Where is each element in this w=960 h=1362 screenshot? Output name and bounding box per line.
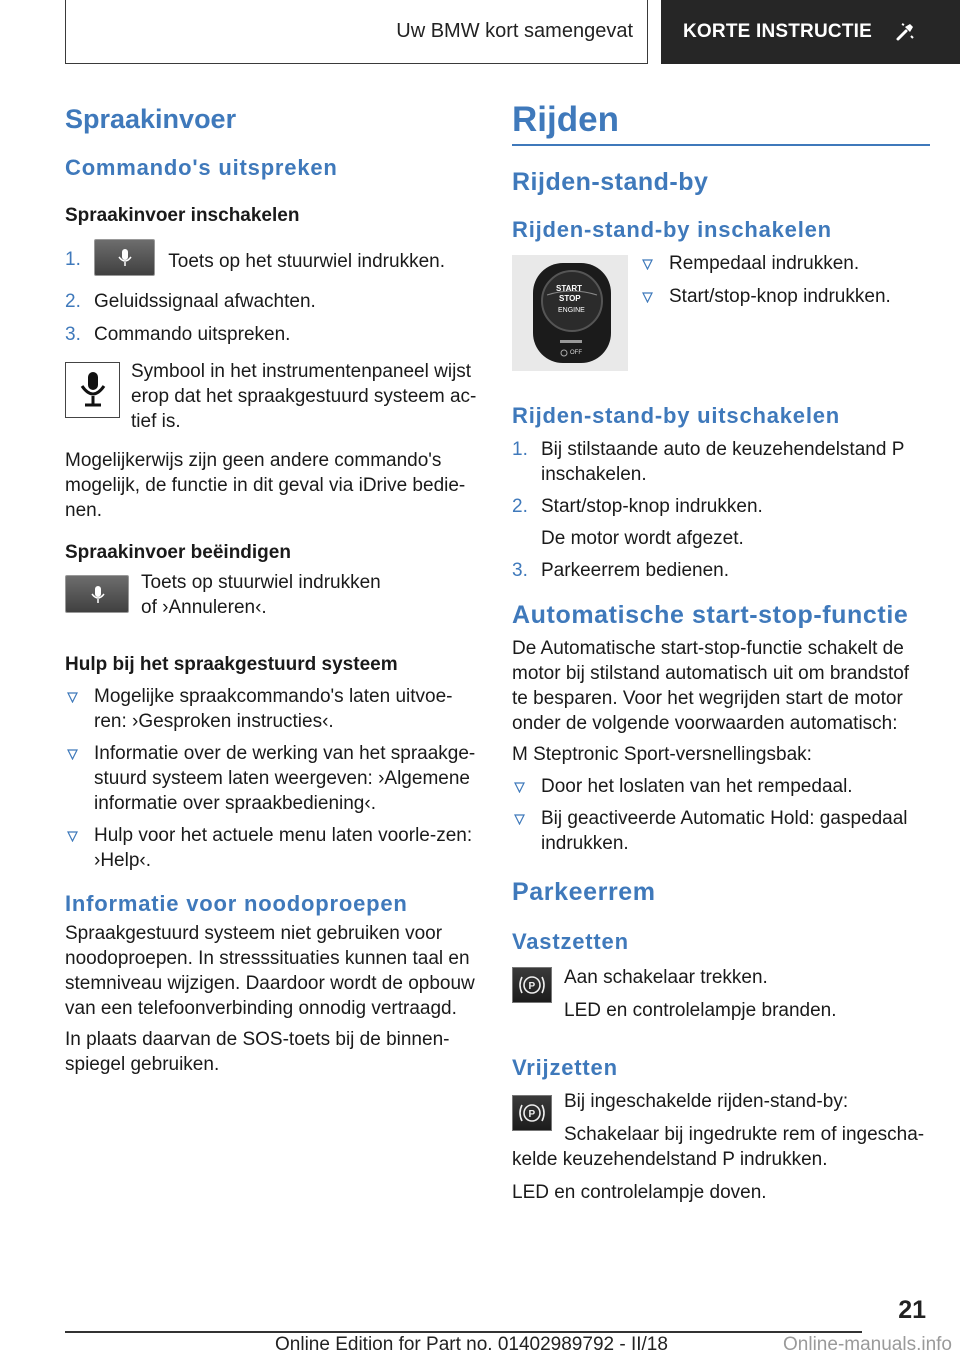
- heading-spraakinvoer: Spraakinvoer: [65, 104, 237, 134]
- list-item: [65, 239, 480, 279]
- auto-text: De Automatische start-stop-functie schakelt de motor bij stilstand automatisch uit om brandstof te besparen. Voor het wegrijden start de motor onder de volgende voorwaarden automatisch:: [512, 638, 910, 734]
- microphone-icon: [66, 576, 130, 614]
- wrench-icon: [894, 21, 916, 43]
- parking-brake-icon: [517, 972, 547, 998]
- list-item: [512, 806, 930, 856]
- chapter-title: KORTE INSTRUCTIE: [683, 21, 872, 42]
- triangle-bullet-icon: [67, 831, 78, 842]
- microphone-icon: [73, 368, 113, 412]
- step-number: 2.: [65, 291, 81, 312]
- list-item: [65, 289, 480, 314]
- engine-label: ENGINE: [558, 307, 585, 314]
- heading-hulp: Hulp bij het spraakgestuurd systeem: [65, 654, 398, 675]
- chapter-tab: [661, 0, 960, 64]
- heading-standby-in: Rijden-stand-by inschakelen: [512, 217, 832, 242]
- watermark-text: Online-manuals.info: [783, 1334, 952, 1355]
- list-item-text: Informatie over de werking van het spraakge-stuurd systeem laten weergeven: ›Algemene informatie over spraakbediening‹.: [94, 743, 476, 814]
- triangle-bullet-icon: [642, 259, 653, 270]
- list-item-text: Hulp voor het actuele menu laten voorle-zen: ›Help‹.: [94, 825, 473, 871]
- step-text: Start/stop-knop indrukken.: [541, 496, 763, 517]
- auto-list: [512, 774, 930, 856]
- list-item: [640, 251, 891, 276]
- heading-parkeerrem: Parkeerrem: [512, 878, 656, 906]
- step-number: 3.: [65, 324, 81, 345]
- svg-text:P: P: [528, 981, 536, 992]
- step-text: Commando uitspreken.: [94, 324, 291, 345]
- right-column: [512, 96, 930, 1205]
- list-item: [640, 284, 891, 309]
- step-number: 3.: [512, 560, 528, 581]
- vastzetten-text: [564, 965, 837, 1023]
- page-header: [0, 0, 960, 68]
- voice-button-image: [65, 575, 129, 613]
- vrij-text-3: LED en controlelampje doven.: [512, 1182, 767, 1203]
- edition-text: Online Edition for Part no. 01402989792 - II/18: [275, 1334, 668, 1355]
- voice-button-image: [94, 239, 155, 276]
- parking-brake-switch-image: [512, 967, 552, 1003]
- list-item: [65, 684, 480, 734]
- vrijzetten-block: [512, 1089, 930, 1205]
- vast-text-2: LED en controlelampje branden.: [564, 1000, 837, 1021]
- step-number: 1.: [512, 439, 528, 460]
- triangle-bullet-icon: [514, 814, 525, 825]
- hulp-list: [65, 684, 480, 873]
- heading-auto: Automatische start-stop-functie: [512, 601, 909, 629]
- steptronic-text: M Steptronic Sport-versnellingsbak:: [512, 744, 812, 765]
- list-item: [65, 741, 480, 816]
- standby-uit-list: [512, 437, 930, 583]
- triangle-bullet-icon: [642, 292, 653, 303]
- motor-afgezet: De motor wordt afgezet.: [541, 528, 744, 549]
- off-label: OFF: [570, 350, 582, 356]
- step-text: Geluidssignaal afwachten.: [94, 291, 316, 312]
- list-item: [512, 494, 930, 519]
- symbol-note-block: [65, 359, 480, 434]
- list-item: [65, 823, 480, 873]
- triangle-bullet-icon: [67, 692, 78, 703]
- start-stop-button-image: [512, 255, 628, 371]
- left-column: [65, 96, 480, 1077]
- list-item-text: Mogelijke spraakcommando's laten uitvoe-ren: ›Gesproken instructies‹.: [94, 686, 453, 732]
- list-item: [512, 558, 930, 583]
- heading-standby: Rijden-stand-by: [512, 168, 709, 196]
- section-title: Uw BMW kort samengevat: [65, 0, 648, 64]
- triangle-bullet-icon: [67, 749, 78, 760]
- steps-list: [65, 239, 480, 347]
- footer-divider: [65, 1331, 862, 1333]
- step-text: Bij stilstaande auto de keuzehendelstand P inschakelen.: [541, 439, 905, 485]
- list-item-text: Door het loslaten van het rempedaal.: [541, 776, 853, 797]
- mogelijk-text: Mogelijkerwijs zijn geen andere commando's mogelijk, de functie in dit geval via iDrive bedie-nen.: [65, 450, 466, 521]
- standby-in-list: [640, 251, 891, 371]
- triangle-bullet-icon: [514, 782, 525, 793]
- step-number: 2.: [512, 496, 528, 517]
- heading-inschakelen: Spraakinvoer inschakelen: [65, 205, 300, 226]
- heading-vastzetten: Vastzetten: [512, 929, 629, 954]
- beeindigen-block: [65, 570, 480, 620]
- vast-text-1: Aan schakelaar trekken.: [564, 967, 768, 988]
- heading-standby-uit: Rijden-stand-by uitschakelen: [512, 403, 841, 428]
- list-item-text: Start/stop-knop indrukken.: [669, 286, 891, 307]
- step-text: Parkeerrem bedienen.: [541, 560, 729, 581]
- nood-text-2: In plaats daarvan de SOS-toets bij de binnen-spiegel gebruiken.: [65, 1029, 450, 1075]
- list-item: [512, 774, 930, 799]
- standby-in-block: [512, 255, 930, 371]
- beeindigen-text: Toets op stuurwiel indrukken of ›Annuleren‹.: [141, 572, 381, 618]
- list-item-text: Bij geactiveerde Automatic Hold: gaspedaal indrukken.: [541, 808, 908, 854]
- page-number: 21: [898, 1296, 926, 1324]
- start-label: START: [556, 284, 583, 293]
- parking-brake-switch-image: [512, 1095, 552, 1131]
- step-number: 1.: [65, 249, 81, 270]
- symbol-note: Symbool in het instrumentenpaneel wijst erop dat het spraakgestuurd systeem ac-tief is.: [131, 361, 477, 432]
- heading-commandos: Commando's uitspreken: [65, 155, 338, 180]
- parking-brake-icon: [517, 1100, 547, 1126]
- list-item: [65, 322, 480, 347]
- vastzetten-block: [512, 965, 930, 1023]
- heading-noodoproepen: Informatie voor noodoproepen: [65, 891, 408, 916]
- nood-text-1: Spraakgestuurd systeem niet gebruiken voor noodoproepen. In stresssituaties kunnen taal en stemniveau wijzigen. Daardoor wordt de opbouw van een telefoonverbinding onnodig vertraagd.: [65, 923, 475, 1019]
- stop-label: STOP: [559, 294, 581, 303]
- heading-vrijzetten: Vrijzetten: [512, 1055, 618, 1080]
- heading-rijden: Rijden: [512, 100, 930, 146]
- vrij-text-1: Bij ingeschakelde rijden-stand-by:: [564, 1091, 849, 1112]
- svg-text:P: P: [528, 1109, 536, 1120]
- step-text: Toets op het stuurwiel indrukken.: [168, 250, 445, 272]
- microphone-icon: [95, 240, 156, 277]
- list-item-text: Rempedaal indrukken.: [669, 253, 860, 274]
- heading-beeindigen: Spraakinvoer beëindigen: [65, 542, 291, 563]
- list-item: [512, 437, 930, 487]
- vrij-text-2: Schakelaar bij ingedrukte rem of ingescha-kelde keuzehendelstand P indrukken.: [512, 1124, 925, 1170]
- mic-symbol-frame: [65, 362, 120, 418]
